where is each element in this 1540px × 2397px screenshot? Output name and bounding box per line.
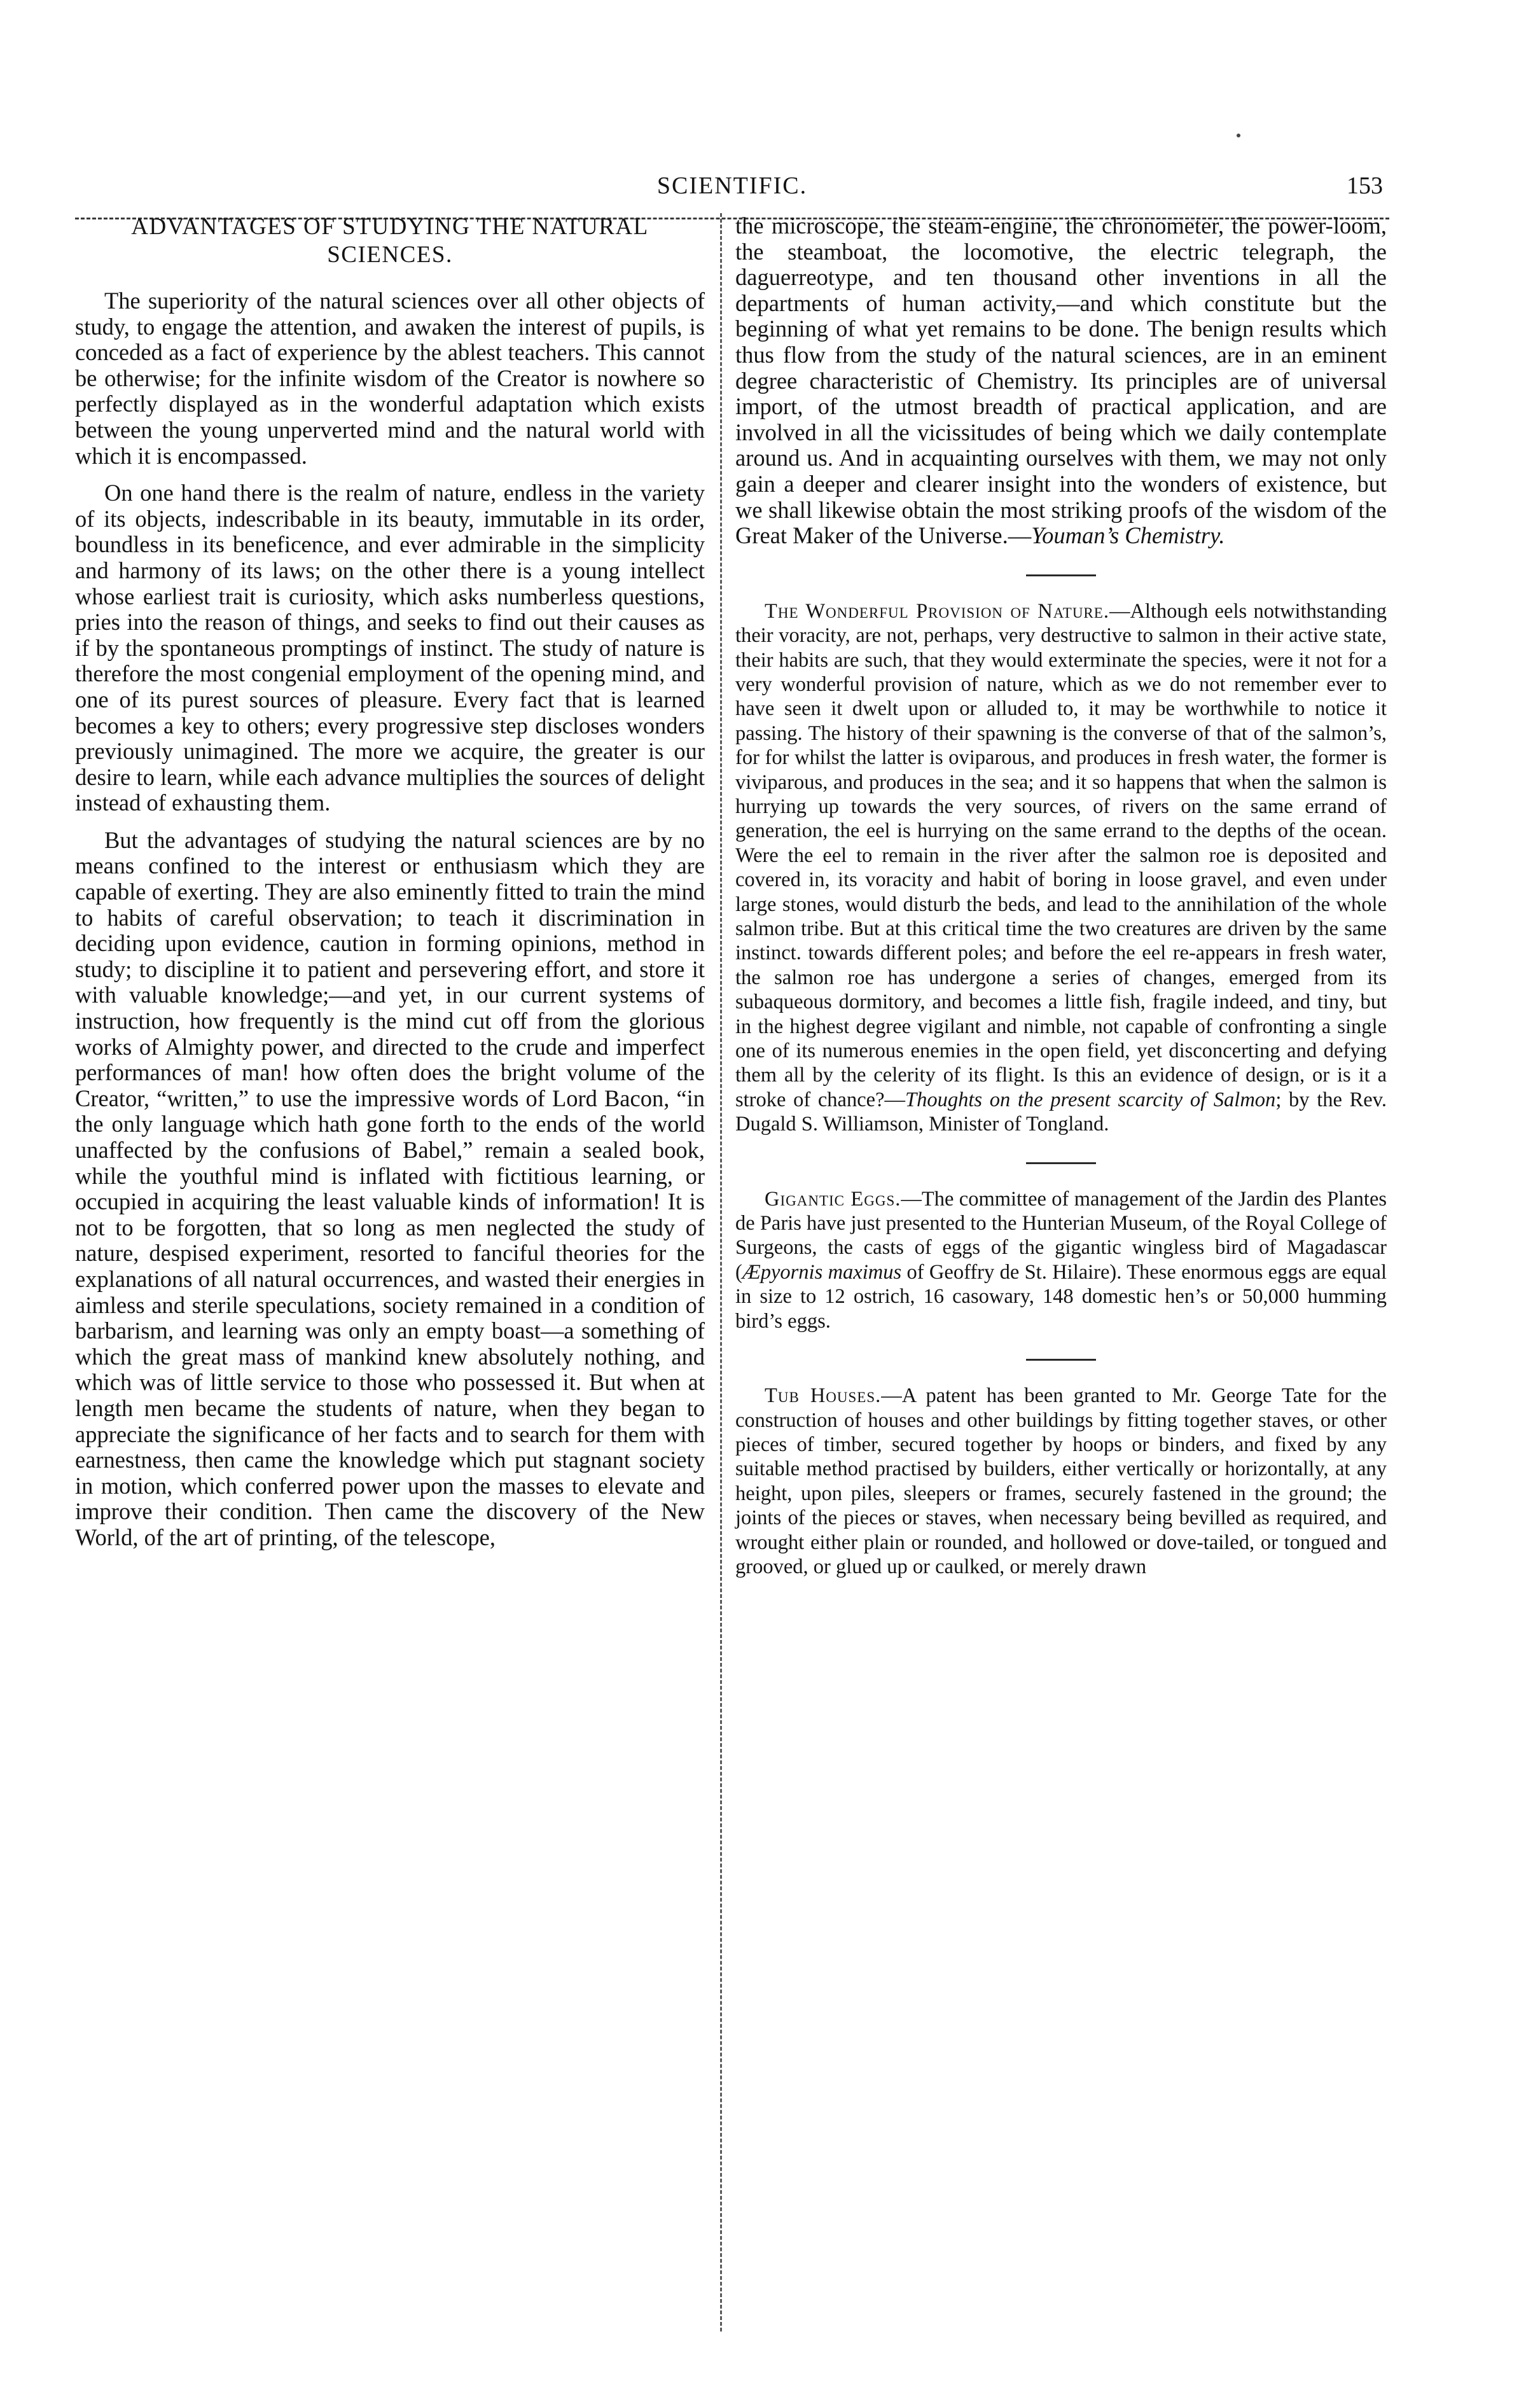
- section-rule: [1026, 574, 1096, 576]
- news-item-body: —Although eels notwithstanding their voracity, are not, perhaps, very destructive to salmon in their active state, their habits are such, that they would exterminate the species, were it not for a very wonderful provision of nature, which as we do not remember ever to have seen it dwelt upon or alluded to, it may be worthwhile to notice it passing. The history of their spawning is the converse of that of the salmon’s, for for whilst the latter is oviparous, and produces in fresh water, the former is viviparous, and produces in the sea; and it so happens that when the salmon is hurrying up towards the very sources, of rivers on the same errand of generation, the eel is hurrying on the same errand to the depths of the ocean. Were the eel to remain in the river after the salmon roe is deposited and covered in, its voracity and habit of boring in loose gravel, and even under large stones, would disturb the beds, and lead to the annihilation of the whole salmon tribe. But at this critical time the two creatures are driven by the same instinct. towards different poles; and before the eel re-appears in fresh water, the salmon roe has undergone a series of changes, emerged from its subaqueous dormitory, and becomes a little fish, fragile indeed, and tiny, but in the highest degree vigilant and nimble, not capable of confronting a single one of its numerous enemies in the open field, yet disconcerting and defying them all by the celerity of its flight. Is this an evidence of design, or is it a stroke of chance?—: [735, 599, 1387, 1111]
- article-title-line-2: SCIENCES.: [327, 242, 453, 268]
- news-item-source-detail: ; by the Rev. Dugald S. Williamson, Minister of Tongland.: [735, 1088, 1387, 1136]
- news-item-heading: The Wonderful Provision of Nature.: [765, 599, 1109, 623]
- paragraph: On one hand there is the realm of nature, endless in the variety of its objects, indescribable in its beauty, immutable in its order, boundless in its beneficence, and ever admirable in the simplicity and harmony of its laws; on the other there is a young intellect whose earliest trait is curiosity, which asks numberless questions, pries into the reason of things, and seeks to find out their causes as if by the spontaneous promptings of instinct. The study of nature is therefore the most congenial employment of the opening mind, and one of its purest sources of pleasure. Every fact that is learned becomes a key to others; every progressive step discloses wonders previously unimagined. The more we acquire, the greater is our desire to learn, while each advance multiplies the sources of delight instead of exhausting them.: [75, 480, 705, 816]
- print-speck: [1237, 134, 1240, 137]
- paragraph: But the advantages of studying the natural sciences are by no means confined to the interest or enthusiasm which they are capable of exerting. They are also eminently fitted to train the mind to habits of careful observation; to teach it discrimination in deciding upon evidence, caution in forming opinions, method in study; to discipline it to patient and persevering effort, and store it with valuable knowledge;—and yet, in our current systems of instruction, how frequently is the mind cut off from the glorious works of Almighty power, and directed to the crude and imperfect performances of man! how often does the bright volume of the Creator, “written,” to use the impressive words of Lord Bacon, “in the only language which hath gone forth to the ends of the world unaffected by the confusions of Babel,” remain a sealed book, while the youthful mind is inflated with fictitious learning, or occupied in acquiring the least valuable kinds of information! It is not to be forgotten, that so long as men neglected the study of nature, despised experiment, resorted to fanciful theories for the explanations of all natural occurrences, and wasted their energies in aimless and sterile speculations, society remained in a condition of barbarism, and learning was only an empty boast—a something of which the great mass of mankind knew absolutely nothing, and which was of little service to those who possessed it. But when at length men became the students of nature, when they began to appreciate the significance of her facts and to search for them with earnestness, then came the knowledge which put stagnant society in motion, which conferred power upon the masses to elevate and improve their condition. Then came the discovery of the New World, of the art of printing, of the telescope,: [75, 826, 705, 1550]
- news-item-body: —A patent has been granted to Mr. George Tate for the construction of houses and other buildings by fitting together staves, or other pieces of timber, secured together by hoops or binders, and fixed by any suitable method practised by builders, either vertically or horizontally, at any height, upon piles, sleepers or frames, securely fastened in the ground; the joints of the pieces or staves, when necessary being bevilled as required, and wrought either plain or rounded, and hollowed or dove-tailed, or tongued and grooved, or glued up or caulked, or merely drawn: [735, 1384, 1387, 1578]
- news-item-body-end: of Geoffry de St. Hilaire). These enormous eggs are equal in size to 12 ostrich, 16 casowary, 148 domestic hen’s or 50,000 humming bird’s eggs.: [735, 1260, 1387, 1333]
- news-item-body: —The committee of management of the Jardin des Plantes de Paris have just presented to the Hunterian Museum, of the Royal College of Surgeons, the casts of eggs of the gigantic wingless bird of Magadascar (: [735, 1187, 1387, 1284]
- news-item-eggs: [735, 1187, 1387, 1333]
- source-citation: Youman’s Chemistry.: [1031, 522, 1225, 549]
- section-rule: [1026, 1162, 1096, 1164]
- news-item-species: Æpyornis maximus: [742, 1260, 902, 1284]
- page-header: [75, 172, 1389, 210]
- column-divider: [720, 213, 722, 2331]
- section-rule: [1026, 1359, 1096, 1361]
- news-item-heading: Gigantic Eggs.: [765, 1187, 901, 1211]
- left-column: [75, 213, 705, 2338]
- news-item-eels: [735, 599, 1387, 1137]
- article-title: [75, 213, 705, 269]
- page-number: 153: [1347, 172, 1383, 199]
- news-item-heading: Tub Houses.: [765, 1384, 882, 1408]
- news-item-source: Thoughts on the present scarcity of Salmon: [905, 1088, 1276, 1111]
- paragraph: The superiority of the natural sciences over all other objects of study, to engage the attention, and awaken the interest of pupils, is conceded as a fact of experience by the ablest teachers. This cannot be otherwise; for the infinite wisdom of the Creator is nowhere so perfectly displayed as in the wonderful adaptation which exists between the young unperverted mind and the natural world with which it is encompassed.: [75, 288, 705, 469]
- article-title-line-1: ADVANTAGES OF STUDYING THE NATURAL: [131, 214, 649, 240]
- page: [75, 146, 1389, 2354]
- continued-text: the microscope, the steam-engine, the chronometer, the power-loom, the steamboat, the locomotive, the electric telegraph, the daguerreotype, and ten thousand other inventions in all the departments of human activity,—and which constitute but the beginning of what yet remains to be done. The benign results which thus flow from the study of the natural sciences, are in an eminent degree characteristic of Chemistry. Its principles are of universal import, of the utmost breadth of practical application, and are involved in all the vicissitudes of being which we daily contemplate around us. And in acquainting ourselves with them, we may not only gain a deeper and clearer insight into the wonders of existence, but we shall likewise obtain the most striking proofs of the wisdom of the Great Maker of the Universe.—: [735, 212, 1387, 549]
- right-column: [735, 213, 1387, 2338]
- running-head: SCIENTIFIC.: [656, 172, 808, 199]
- continued-paragraph: [735, 213, 1387, 549]
- news-item-tub-houses: [735, 1384, 1387, 1579]
